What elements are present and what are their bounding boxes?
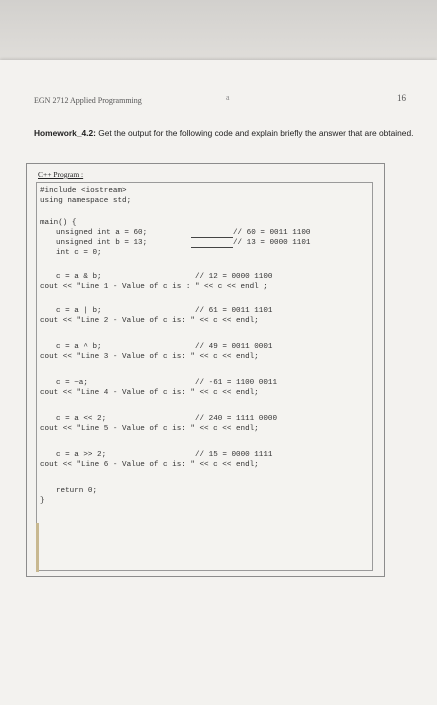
code-comment-6: // 15 = 0000 1111 bbox=[195, 451, 273, 459]
code-b-comment: // 13 = 0000 1101 bbox=[233, 239, 311, 247]
document-page bbox=[0, 60, 437, 705]
code-cout-5: cout << "Line 5 - Value of c is: " << c << endl; bbox=[40, 425, 259, 433]
code-cout-1: cout << "Line 1 - Value of c is : " << c << endl ; bbox=[40, 283, 268, 291]
page-mark: a bbox=[226, 93, 230, 102]
underline-b bbox=[191, 247, 233, 248]
homework-text: Get the output for the following code and explain briefly the answer that are obtained. bbox=[95, 128, 414, 138]
underline-a bbox=[191, 237, 233, 238]
code-cout-2: cout << "Line 2 - Value of c is: " << c << endl; bbox=[40, 317, 259, 325]
program-frame bbox=[26, 163, 385, 577]
code-comment-5: // 240 = 1111 0000 bbox=[195, 415, 278, 423]
code-b-decl: unsigned int b = 13; bbox=[56, 239, 148, 247]
code-stmt-1: c = a & b; bbox=[56, 273, 102, 281]
code-return: return 0; bbox=[56, 487, 98, 495]
code-stmt-4: c = ~a; bbox=[56, 379, 88, 387]
code-using: using namespace std; bbox=[40, 197, 132, 205]
code-comment-3: // 49 = 0011 0001 bbox=[195, 343, 273, 351]
code-comment-4: // -61 = 1100 0011 bbox=[195, 379, 278, 387]
code-comment-1: // 12 = 0000 1100 bbox=[195, 273, 273, 281]
homework-prompt bbox=[34, 128, 414, 139]
program-label: C++ Program : bbox=[38, 170, 84, 179]
code-close-brace: } bbox=[40, 497, 45, 505]
code-stmt-6: c = a >> 2; bbox=[56, 451, 107, 459]
code-stmt-5: c = a << 2; bbox=[56, 415, 107, 423]
course-title: EGN 2712 Applied Programming bbox=[34, 96, 142, 105]
code-block bbox=[36, 182, 373, 571]
code-c-decl: int c = 0; bbox=[56, 249, 102, 257]
page-number: 16 bbox=[397, 93, 406, 103]
code-a-comment: // 60 = 0011 1100 bbox=[233, 229, 311, 237]
code-a-decl: unsigned int a = 60; bbox=[56, 229, 148, 237]
code-include: #include <iostream> bbox=[40, 187, 127, 195]
homework-title: Homework_4.2: bbox=[34, 128, 96, 138]
left-margin-marker bbox=[36, 523, 39, 572]
code-cout-6: cout << "Line 6 - Value of c is: " << c << endl; bbox=[40, 461, 259, 469]
code-cout-4: cout << "Line 4 - Value of c is: " << c << endl; bbox=[40, 389, 259, 397]
code-cout-3: cout << "Line 3 - Value of c is: " << c << endl; bbox=[40, 353, 259, 361]
code-stmt-3: c = a ^ b; bbox=[56, 343, 102, 351]
code-stmt-2: c = a | b; bbox=[56, 307, 102, 315]
code-comment-2: // 61 = 0011 1101 bbox=[195, 307, 273, 315]
code-main: main() { bbox=[40, 219, 77, 227]
